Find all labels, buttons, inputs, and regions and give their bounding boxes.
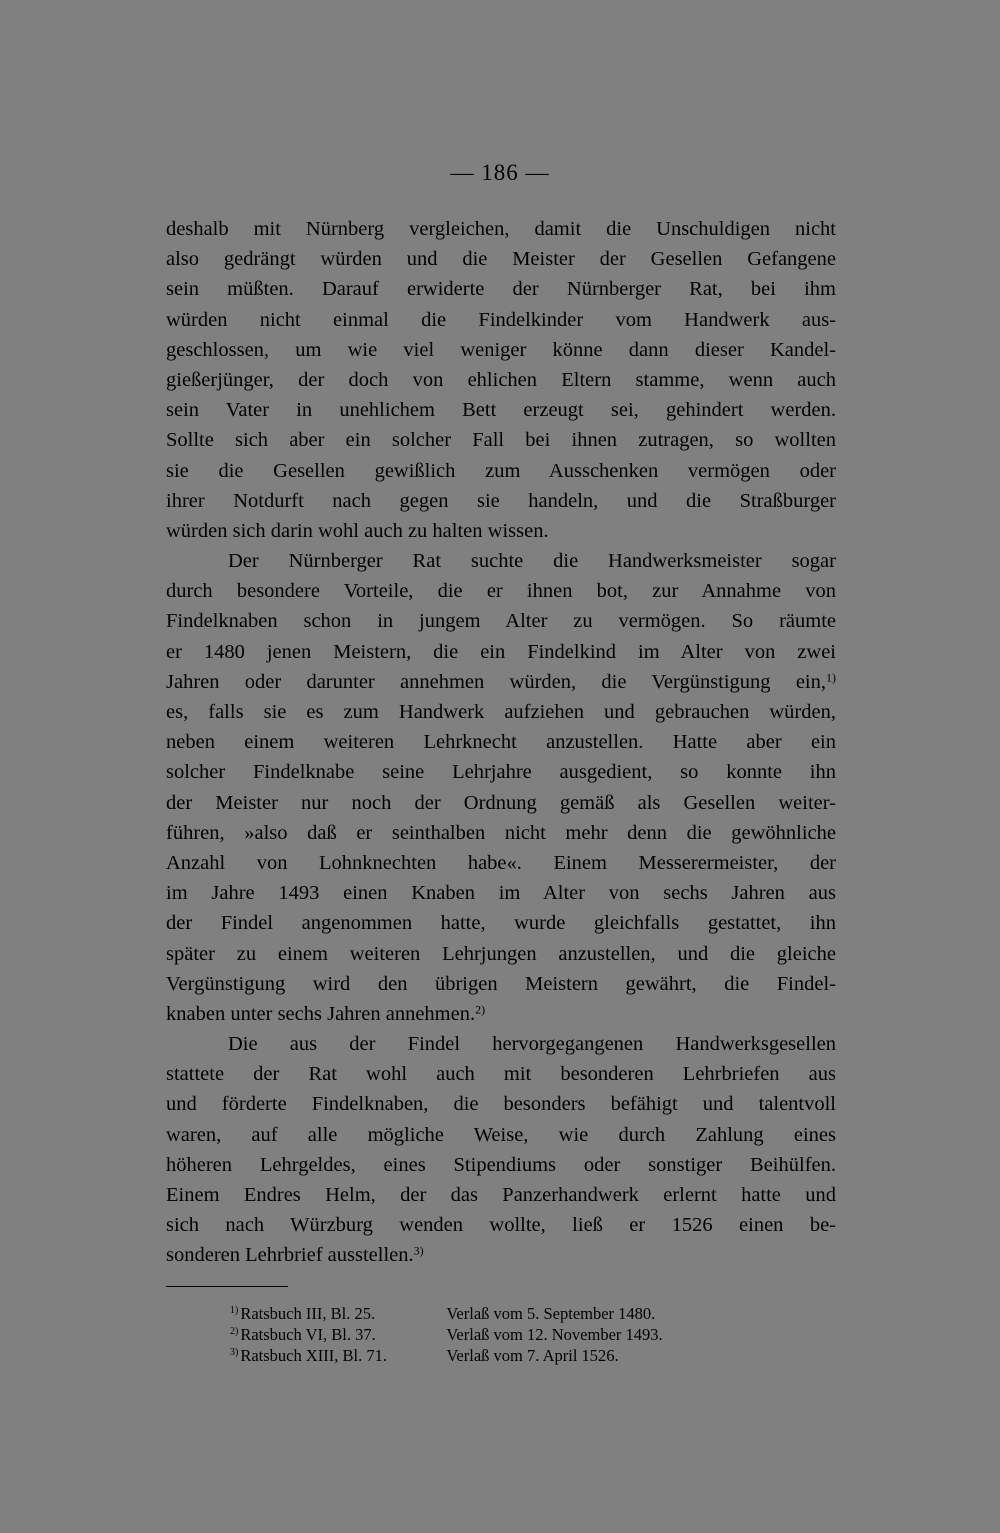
text-line — [166, 456, 836, 486]
text-line — [166, 606, 836, 636]
line-text: führen, »also daß er seinthalben nicht mehr denn die gewöhnliche — [166, 821, 836, 844]
text-line — [166, 305, 836, 335]
text-line — [166, 969, 836, 999]
line-text: sich nach Würzburg wenden wollte, ließ er 1526 einen be- — [166, 1214, 836, 1237]
line-text: geschlossen, um wie viel weniger könne dann dieser Kandel- — [166, 338, 836, 361]
line-text: knaben unter sechs Jahren annehmen. — [166, 1002, 476, 1025]
line-text: sein müßten. Darauf erwiderte der Nürnberger Rat, bei ihm — [166, 278, 836, 301]
line-text: Jahren oder darunter annehmen würden, die Vergünstigung ein, — [166, 670, 826, 693]
footnote-mark: 1) — [230, 1305, 239, 1316]
text-line — [166, 697, 836, 727]
footnote — [230, 1321, 663, 1342]
line-text: solcher Findelknabe seine Lehrjahre ausgedient, so konnte ihn — [166, 761, 836, 784]
footnote-mark: 3) — [230, 1347, 239, 1358]
footnote-reference: 1) — [826, 670, 836, 685]
text-line — [166, 1210, 836, 1240]
text-line — [166, 576, 836, 606]
footnote-divider — [166, 1286, 288, 1287]
line-text: er 1480 jenen Meistern, die ein Findelkind im Alter von zwei — [166, 640, 836, 663]
footnote-note: Verlaß vom 12. November 1493. — [446, 1325, 663, 1344]
line-text: neben einem weiteren Lehrknecht anzustellen. Hatte aber ein — [166, 731, 836, 754]
line-text: der Meister nur noch der Ordnung gemäß als Gesellen weiter- — [166, 791, 836, 814]
line-text: sein Vater in unehlichem Bett erzeugt sei, gehindert werden. — [166, 399, 836, 422]
line-text: es, falls sie es zum Handwerk aufziehen und gebrauchen würden, — [166, 701, 836, 723]
line-text: sonderen Lehrbrief ausstellen. — [166, 1244, 414, 1267]
text-line — [166, 1240, 836, 1270]
text-line — [166, 425, 836, 455]
text-line — [166, 818, 836, 848]
line-text: sie die Gesellen gewißlich zum Ausschenken vermögen oder — [166, 459, 836, 482]
text-line — [166, 274, 836, 304]
text-line — [166, 637, 836, 667]
text-line — [166, 1089, 836, 1119]
line-text: stattete der Rat wohl auch mit besonderen Lehrbriefen aus — [166, 1063, 836, 1086]
line-text: Findelknaben schon in jungem Alter zu vermögen. So räumte — [166, 610, 836, 633]
line-text: also gedrängt würden und die Meister der Gesellen Gefangene — [166, 248, 836, 271]
text-line — [166, 667, 836, 697]
line-text: Vergünstigung wird den übrigen Meistern gewährt, die Findel- — [166, 972, 836, 995]
footnotes — [230, 1300, 663, 1363]
line-text: Die aus der Findel hervorgegangenen Handwerksgesellen — [228, 1033, 836, 1056]
line-text: Anzahl von Lohnknechten habe«. Einem Messerermeister, der — [166, 851, 836, 874]
footnote-source: Ratsbuch VI, Bl. 37. — [240, 1325, 376, 1344]
line-text: durch besondere Vorteile, die er ihnen bot, zur Annahme von — [166, 580, 836, 603]
footnote-note: Verlaß vom 7. April 1526. — [446, 1346, 619, 1365]
text-line — [166, 244, 836, 274]
text-line — [166, 848, 836, 878]
footnote-reference: 2) — [475, 1002, 486, 1017]
text-line — [166, 546, 836, 576]
line-text: deshalb mit Nürnberg vergleichen, damit die Unschuldigen nicht — [166, 218, 836, 240]
text-line — [166, 486, 836, 516]
line-text: Einem Endres Helm, der das Panzerhandwerk erlernt hatte und — [166, 1184, 836, 1206]
line-text: ihrer Notdurft nach gegen sie handeln, und die Straßburger — [166, 489, 836, 512]
text-line — [166, 516, 836, 546]
text-line — [166, 727, 836, 757]
text-line — [166, 1150, 836, 1180]
text-line — [166, 878, 836, 908]
text-line — [166, 214, 836, 244]
text-line — [166, 788, 836, 818]
line-text: würden sich darin wohl auch zu halten wissen. — [166, 519, 549, 542]
line-text: würden nicht einmal die Findelkinder vom Handwerk aus- — [166, 308, 836, 331]
footnote-source: Ratsbuch XIII, Bl. 71. — [240, 1346, 387, 1365]
footnote-source: Ratsbuch III, Bl. 25. — [240, 1304, 376, 1323]
line-text: im Jahre 1493 einen Knaben im Alter von sechs Jahren aus — [166, 882, 836, 905]
text-line — [166, 395, 836, 425]
text-line — [166, 939, 836, 969]
line-text: gießerjünger, der doch von ehlichen Eltern stamme, wenn auch — [166, 368, 836, 391]
line-text: der Findel angenommen hatte, wurde gleichfalls gestattet, ihn — [166, 912, 836, 935]
text-line — [166, 1120, 836, 1150]
line-text: Sollte sich aber ein solcher Fall bei ihnen zutragen, so wollten — [166, 429, 836, 452]
line-text: Der Nürnberger Rat suchte die Handwerksmeister sogar — [228, 550, 836, 573]
text-line — [166, 999, 836, 1029]
text-line — [166, 1029, 836, 1059]
footnote-reference: 3) — [413, 1243, 424, 1258]
footnote — [230, 1342, 663, 1363]
line-text: höheren Lehrgeldes, eines Stipendiums oder sonstiger Beihülfen. — [166, 1153, 836, 1176]
text-line — [166, 365, 836, 395]
text-line — [166, 335, 836, 365]
line-text: waren, auf alle mögliche Weise, wie durch Zahlung eines — [166, 1123, 836, 1146]
footnote-mark: 2) — [230, 1326, 239, 1337]
page-number: — 186 — — [450, 160, 550, 185]
line-text: später zu einem weiteren Lehrjungen anzustellen, und die gleiche — [166, 942, 836, 965]
text-line — [166, 757, 836, 787]
footnote — [230, 1300, 663, 1321]
body-text — [166, 214, 836, 1271]
footnote-note: Verlaß vom 5. September 1480. — [446, 1304, 656, 1323]
text-line — [166, 908, 836, 938]
line-text: und förderte Findelknaben, die besonders befähigt und talentvoll — [166, 1093, 836, 1116]
text-line — [166, 1180, 836, 1210]
text-line — [166, 1059, 836, 1089]
